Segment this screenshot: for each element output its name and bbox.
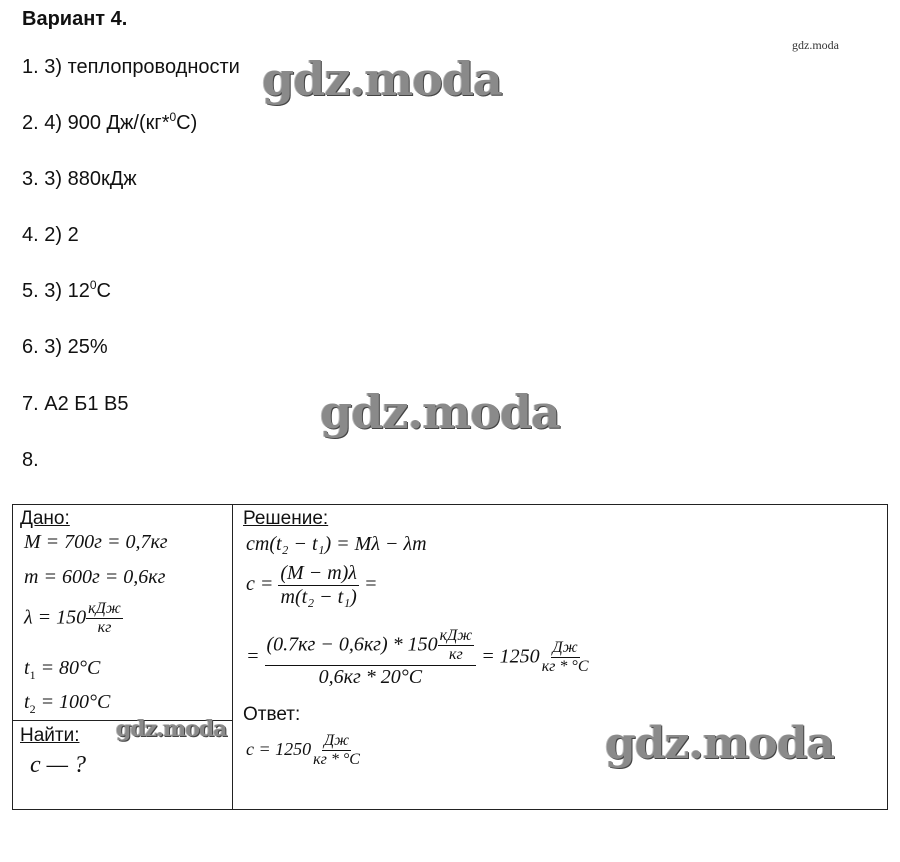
answer-3: 3. 3) 880кДж xyxy=(22,168,137,190)
given-t2-sub: 2 xyxy=(29,702,36,716)
solution-eq2-fraction xyxy=(278,562,359,609)
given-mass-m: m = 600г = 0,6кг xyxy=(24,566,166,588)
answer-header: Ответ: xyxy=(243,704,301,725)
given-t2-value: = 100°C xyxy=(35,691,111,713)
solution-eq3-unit-den: кг * °C xyxy=(541,658,589,676)
solution-eq3-num-unit-den: кг xyxy=(449,646,463,664)
watermark-table-small: gdz.moda xyxy=(116,716,227,742)
answer-6: 6. 3) 25% xyxy=(22,336,108,358)
solution-eq3-den: 0,6кг * 20°C xyxy=(318,665,423,688)
find-header: Найти: xyxy=(20,725,80,746)
final-answer-unit xyxy=(311,732,362,770)
answer-2-tail: С) xyxy=(176,112,198,134)
solution-eq2-lhs: c = xyxy=(246,573,274,596)
answer-2-text: 2. 4) 900 Дж/(кг* xyxy=(22,112,170,134)
watermark-small-top: gdz.moda xyxy=(792,38,839,52)
solution-equation-1: cm(t₂ − t₁) = Mλ − λm xyxy=(246,533,427,555)
given-lambda-unit-den: кг xyxy=(97,619,112,637)
solution-eq2-den: m(t₂ − t₁) xyxy=(280,586,357,608)
watermark-top: gdz.moda xyxy=(262,52,502,106)
answer-2 xyxy=(22,112,197,135)
answer-7: 7. А2 Б1 В5 xyxy=(22,393,129,415)
solution-eq3-unit xyxy=(540,639,591,677)
given-t2-symbol: t xyxy=(24,691,30,713)
solution-eq3-num-text: (0.7кг − 0,6кг) * 150 xyxy=(266,633,438,656)
given-t1 xyxy=(24,657,100,683)
given-lambda-value: λ = 150 xyxy=(24,606,87,629)
solution-eq3-num-unit xyxy=(438,627,475,665)
solution-eq3-unit-num: Дж xyxy=(551,639,580,658)
given-t1-symbol: t xyxy=(24,657,30,679)
solution-eq2-rhs: = xyxy=(363,573,378,596)
answer-5 xyxy=(22,280,111,303)
answer-5-tail: С xyxy=(96,280,111,302)
given-lambda xyxy=(24,600,123,638)
given-header: Дано: xyxy=(20,508,70,529)
given-t1-sub: 1 xyxy=(29,668,36,682)
table-divider-vertical xyxy=(232,504,233,810)
solution-equation-2 xyxy=(246,562,377,609)
given-mass-M: M = 700г = 0,7кг xyxy=(24,531,168,553)
solution-header: Решение: xyxy=(243,508,329,529)
solution-equation-3 xyxy=(246,627,590,689)
page-title: Вариант 4. xyxy=(22,8,128,30)
given-lambda-unit xyxy=(86,600,123,638)
solution-eq2-num: (M − m)λ xyxy=(280,562,357,584)
final-answer-unit-den: кг * °C xyxy=(313,751,360,769)
answer-2-degree: 0 xyxy=(169,110,177,124)
given-lambda-unit-num: кДж xyxy=(86,600,123,619)
solution-eq3-fraction xyxy=(265,627,477,689)
given-t1-value: = 80°C xyxy=(35,657,101,679)
final-answer-unit-num: Дж xyxy=(322,732,351,751)
watermark-bottom: gdz.moda xyxy=(605,718,835,769)
final-answer-value: c = 1250 xyxy=(246,739,312,760)
answer-5-text: 5. 3) 12 xyxy=(22,280,90,302)
answer-1: 1. 3) теплопроводности xyxy=(22,56,240,78)
solution-eq3-num-unit-num: кДж xyxy=(438,627,475,646)
answer-8: 8. xyxy=(22,449,39,471)
watermark-middle: gdz.moda xyxy=(320,385,560,439)
answer-4: 4. 2) 2 xyxy=(22,224,79,246)
answer-5-degree: 0 xyxy=(89,278,97,292)
find-value: c — ? xyxy=(30,752,86,778)
given-t2 xyxy=(24,691,110,717)
solution-eq3-num xyxy=(265,627,477,666)
solution-eq3-result: = 1250 xyxy=(481,645,540,668)
final-answer xyxy=(246,732,362,770)
solution-eq3-eq: = xyxy=(246,645,260,668)
